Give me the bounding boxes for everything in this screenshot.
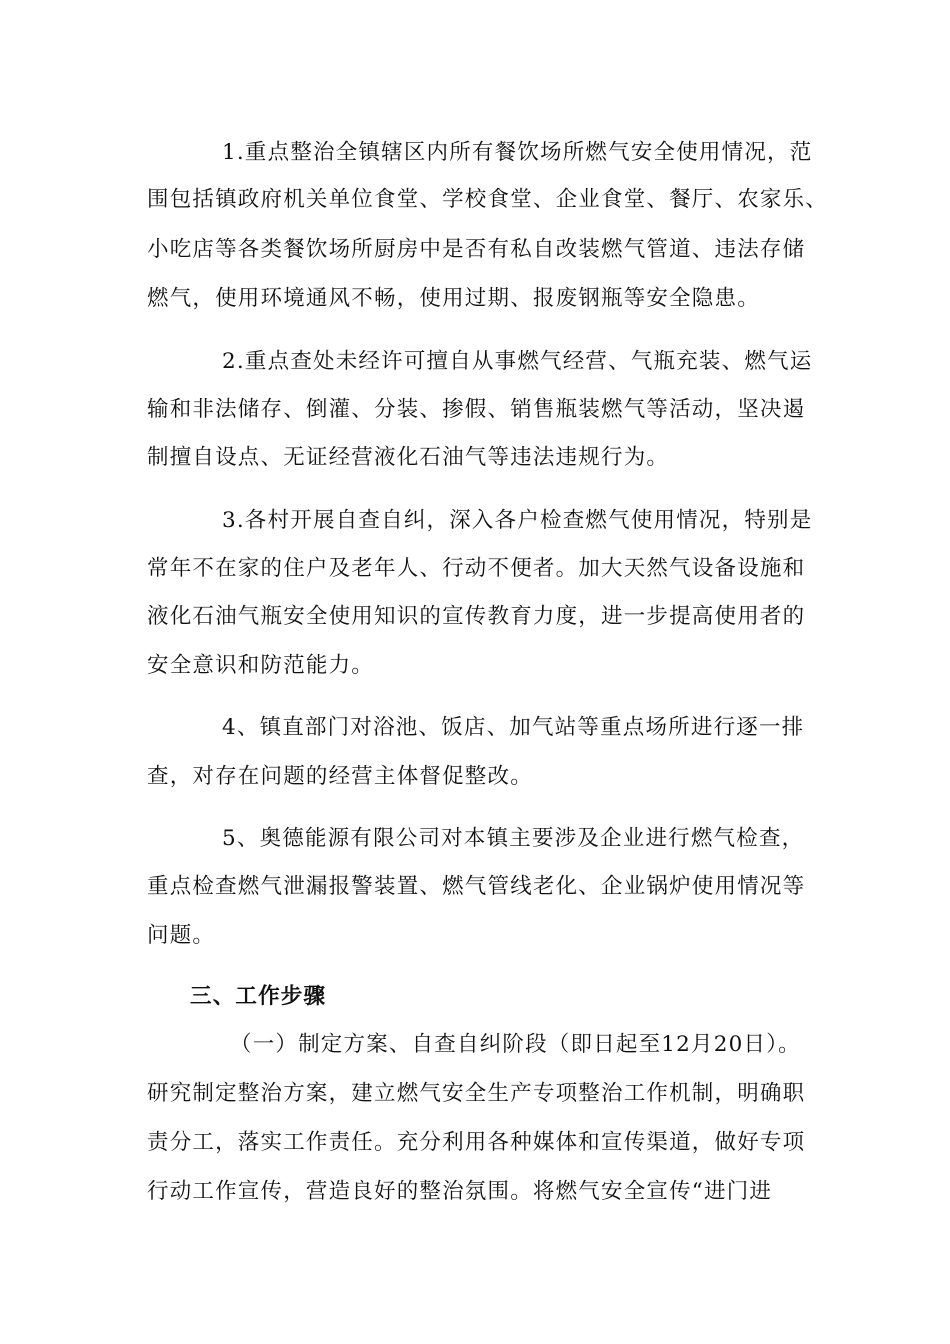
paragraph-5-line-3: 问题。 (147, 923, 216, 948)
paragraph-2-line-3: 制擅自设点、无证经营液化石油气等违法违规行为。 (147, 445, 670, 470)
paragraph-1-line-4: 燃气，使用环境通风不畅，使用过期、报废钢瓶等安全隐患。 (147, 286, 760, 311)
paragraph-2-line-1: 2.重点查处未经许可擅自从事燃气经营、气瓶充装、燃气运 (222, 349, 813, 374)
paragraph-3-line-3: 液化石油气瓶安全使用知识的宣传教育力度，进一步提高使用者的 (147, 604, 806, 629)
section-paragraph-line-1: （一）制定方案、自查自纠阶段（即日起至12月20日）。 (230, 1032, 801, 1057)
paragraph-4-line-2: 查，对存在问题的经营主体督促整改。 (147, 764, 533, 789)
paragraph-1-line-2: 围包括镇政府机关单位食堂、学校食堂、企业食堂、餐厅、农家乐、 (147, 187, 829, 212)
paragraph-3-line-1: 3.各村开展自查自纠，深入各户检查燃气使用情况，特别是 (222, 508, 813, 533)
paragraph-1-line-3: 小吃店等各类餐饮场所厨房中是否有私自改装燃气管道、违法存储 (147, 237, 806, 262)
paragraph-5-line-1: 5、奥德能源有限公司对本镇主要涉及企业进行燃气检查， (222, 826, 805, 851)
paragraph-2-line-2: 输和非法储存、倒灌、分装、掺假、销售瓶装燃气等活动，坚决遏 (147, 397, 806, 422)
paragraph-3-line-4: 安全意识和防范能力。 (147, 653, 375, 678)
paragraph-3-line-2: 常年不在家的住户及老年人、行动不便者。加大天然气设备设施和 (147, 556, 806, 581)
section-paragraph-line-3: 责分工，落实工作责任。充分利用各种媒体和宣传渠道，做好专项 (147, 1130, 806, 1155)
paragraph-4-line-1: 4、镇直部门对浴池、饭店、加气站等重点场所进行逐一排 (222, 715, 805, 740)
section-paragraph-line-4: 行动工作宣传，营造良好的整治氛围。将燃气安全宣传“进门进 (147, 1179, 773, 1204)
section-heading: 三、工作步骤 (190, 984, 327, 1009)
section-paragraph-line-2: 研究制定整治方案，建立燃气安全生产专项整治工作机制，明确职 (147, 1081, 806, 1106)
paragraph-1-line-1: 1.重点整治全镇辖区内所有餐饮场所燃气安全使用情况，范 (222, 140, 813, 165)
paragraph-5-line-2: 重点检查燃气泄漏报警装置、燃气管线老化、企业锅炉使用情况等 (147, 874, 806, 899)
